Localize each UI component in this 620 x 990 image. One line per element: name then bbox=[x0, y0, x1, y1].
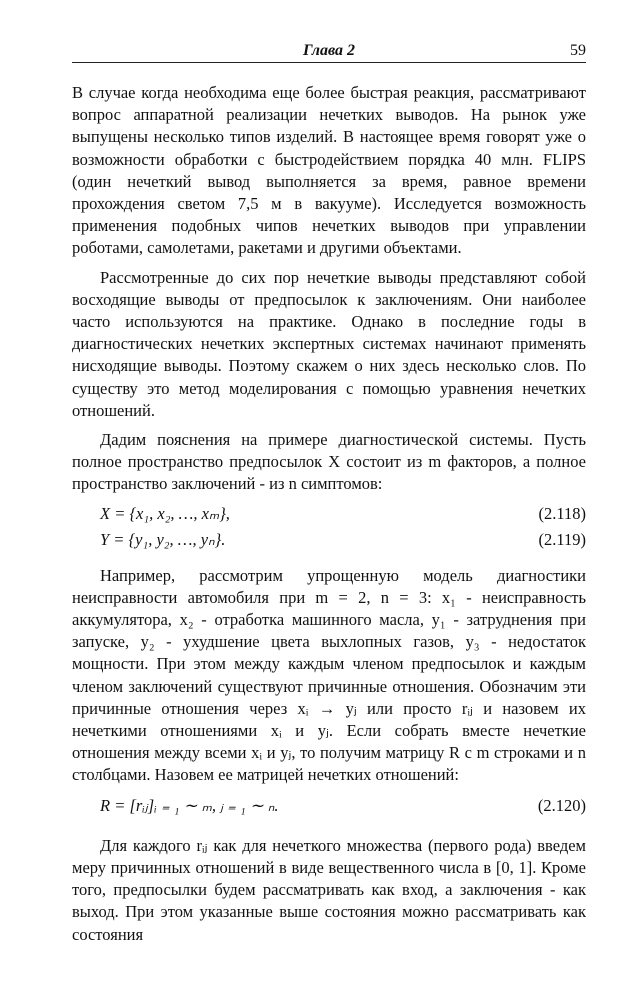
running-header bbox=[72, 40, 586, 63]
page-body bbox=[72, 82, 586, 953]
equation-block-matrix bbox=[72, 795, 586, 819]
page-number: 59 bbox=[570, 42, 586, 59]
equation-number: (2.118) bbox=[538, 503, 586, 523]
paragraph-diagnostic-example: Дадим пояснения на примере диагностической системы. Пусть полное пространство предпосылок X состоит из m факторов, а полное пространство заключений - из n симптомов: bbox=[72, 430, 586, 494]
equation-formula: Y = {y₁, y₂, …, yₙ}. bbox=[100, 529, 226, 549]
equation-block-sets bbox=[72, 503, 586, 553]
paragraph-hardware-inference: В случае когда необходима еще более быстрая реакция, рассматривают вопрос аппаратной реализации нечетких выводов. На рынок уже выпущены несколько типов изделий. В настоящее время говорят уже о возможности обработки с быстродействием порядка 40 млн. FLIPS (один нечеткий вывод выполняется за время, равное времени прохождения светом 7,5 м в вакууме). Исследуется возможность применения подобных чипов нечетких выводов при управлении роботами, самолетами, ракетами и другими объектами. bbox=[72, 83, 586, 258]
paragraph-descending-inference: Рассмотренные до сих пор нечеткие выводы представляют собой восходящие выводы от предпосылок к заключениям. Они наиболее часто используются на практике. Однако в последние годы в диагностических нечетких экспертных системах начинают применять нисходящие выводы. Поэтому скажем о них здесь несколько слов. По существу это метод моделирования с помощью уравнения нечетких отношений. bbox=[72, 267, 586, 420]
equation-number: (2.119) bbox=[538, 529, 586, 549]
equation-formula: X = {x₁, x₂, …, xₘ}, bbox=[100, 503, 230, 523]
equation-2-120 bbox=[72, 795, 586, 819]
paragraph-causal-measure: Для каждого rᵢⱼ как для нечеткого множества (первого рода) введем меру причинных отношений в виде вещественного числа в [0, 1]. Кроме того, предпосылки будем рассматривать как вход, а заключения - как выход. При этом указанные выше состояния можно рассматривать как состояния bbox=[72, 835, 586, 944]
chapter-title: Глава 2 bbox=[302, 42, 356, 59]
equation-2-118 bbox=[72, 503, 586, 527]
paragraph-car-diagnostics: Например, рассмотрим упрощенную модель диагностики неисправности автомобиля при m = 2, n = 3: x₁ - неисправность аккумулятора, x₂ - отработка машинного масла, y₁ - затруднения при запуске, y₂ - ухудшение цвета выхлопных газов, y₃ - недостаток мощности. При этом между каждым членом предпосылок и каждым членом заключений существуют причинные отношения. Обозначим эти причинные отношения через xᵢ → yⱼ или просто rᵢⱼ и назовем их нечеткими отношениями xᵢ и yⱼ. Если собрать вместе нечеткие отношения между всеми xᵢ и yⱼ, то получим матрицу R с m строками и n столбцами. Назовем ее матрицей нечетких отношений: bbox=[72, 565, 586, 785]
equation-number: (2.120) bbox=[537, 795, 586, 815]
equation-formula: R = [rᵢⱼ]ᵢ ₌ ₁ ∼ ₘ, ⱼ ₌ ₁ ∼ ₙ. bbox=[100, 795, 279, 815]
equation-2-119 bbox=[72, 529, 586, 553]
